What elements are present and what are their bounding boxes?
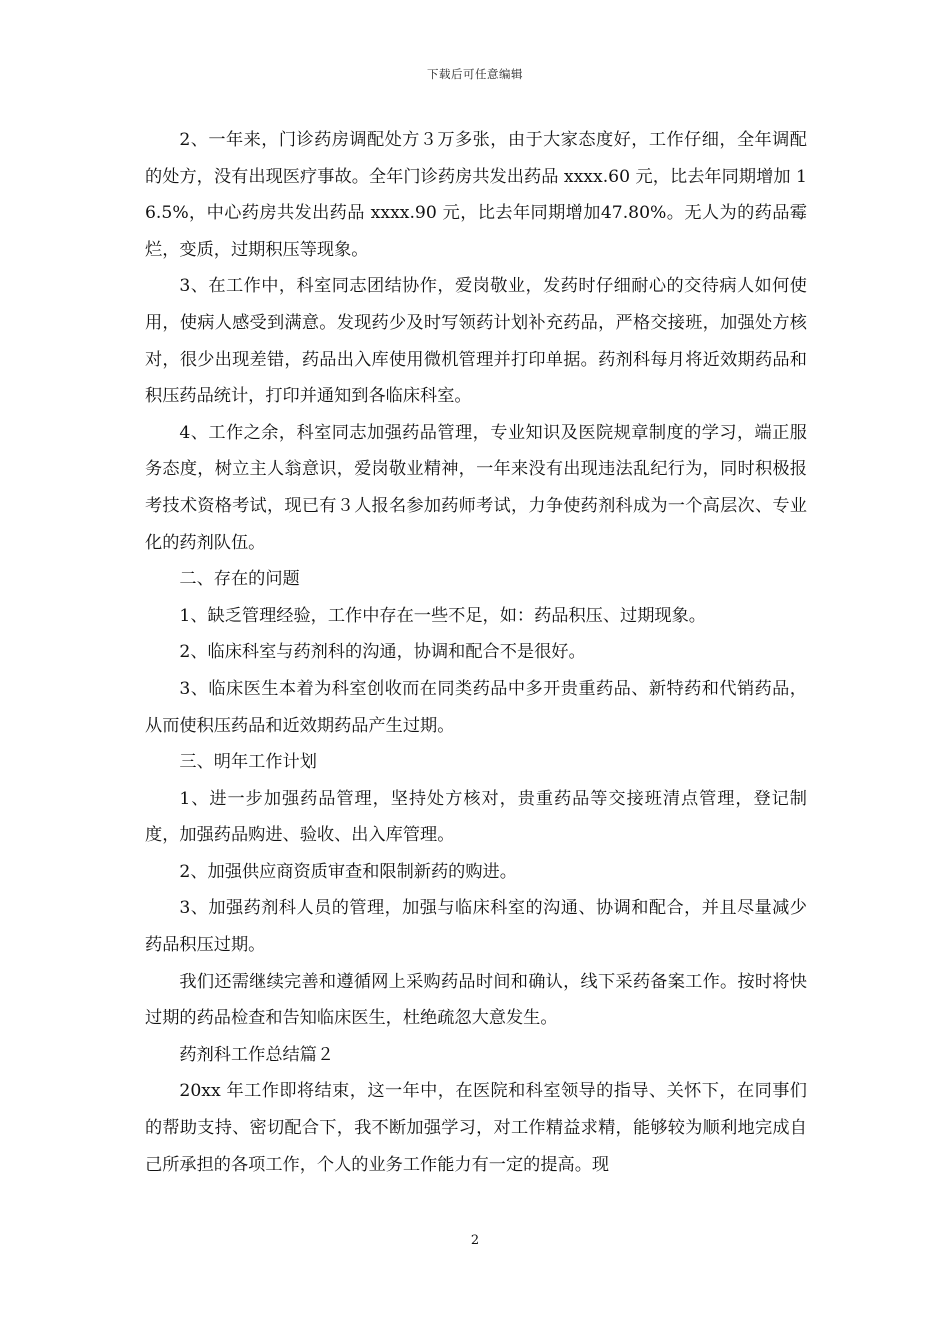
page-number: 2 [470,1233,480,1248]
paragraph-plan-1: 1、进一步加强药品管理，坚持处方核对，贵重药品等交接班清点管理，登记制度，加强药品购进、验收、出入库管理。 [145,788,807,846]
paragraph-problem-1: 1、缺乏管理经验，工作中存在一些不足，如：药品积压、过期现象。 [179,605,706,626]
section-heading-problems: 二、存在的问题 [179,569,300,590]
paragraph-dispensing-stats: 2、一年来，门诊药房调配处方３万多张，由于大家态度好，工作仔细，全年调配的处方，没有出现医疗事故。全年门诊药房共发出药品 xxxx.60 元，比去年同期增加 16.5%，中心药房共发出药品 xxxx.90 元，比去年同期增加47.80%。无人为的药品霉烂，变质，过期积压等现象。 [145,130,807,260]
document-body [145,122,807,1183]
paragraph-plan-2: 2、加强供应商资质审查和限制新药的购进。 [179,861,517,882]
paragraph-year-summary: 20xx 年工作即将结束，这一年中，在医院和科室领导的指导、关怀下，在同事们的帮助支持、密切配合下，我不断加强学习，对工作精益求精，能够较为顺利地完成自己所承担的各项工作，个人的业务工作能力有一定的提高。现 [145,1081,807,1175]
section-heading-plan: 三、明年工作计划 [179,752,317,773]
paragraph-plan-3: 3、加强药剂科人员的管理，加强与临床科室的沟通、协调和配合，并且尽量减少药品积压过期。 [145,898,807,956]
paragraph-after-work: 4、工作之余，科室同志加强药品管理，专业知识及医院规章制度的学习，端正服务态度，树立主人翁意识，爱岗敬业精神，一年来没有出现违法乱纪行为，同时积极报考技术资格考试，现已有３人报名参加药师考试，力争使药剂科成为一个高层次、专业化的药剂队伍。 [145,422,807,553]
paragraph-problem-2: 2、临床科室与药剂科的沟通，协调和配合不是很好。 [179,642,586,663]
paragraph-problem-3: 3、临床医生本着为科室创收而在同类药品中多开贵重药品、新特药和代销药品，从而使积压药品和近效期药品产生过期。 [145,678,807,736]
section-heading-summary-2: 药剂科工作总结篇２ [179,1044,335,1065]
paragraph-continue-improve: 我们还需继续完善和遵循网上采购药品时间和确认，线下采药备案工作。按时将快过期的药品检查和告知临床医生，杜绝疏忽大意发生。 [145,971,807,1029]
page-header-note: 下载后可任意编辑 [427,67,523,81]
paragraph-teamwork: 3、在工作中，科室同志团结协作，爱岗敬业，发药时仔细耐心的交待病人如何使用，使病人感受到满意。发现药少及时写领药计划补充药品，严格交接班，加强处方核对，很少出现差错，药品出入库使用微机管理并打印单据。药剂科每月将近效期药品和积压药品统计，打印并通知到各临床科室。 [145,276,807,407]
